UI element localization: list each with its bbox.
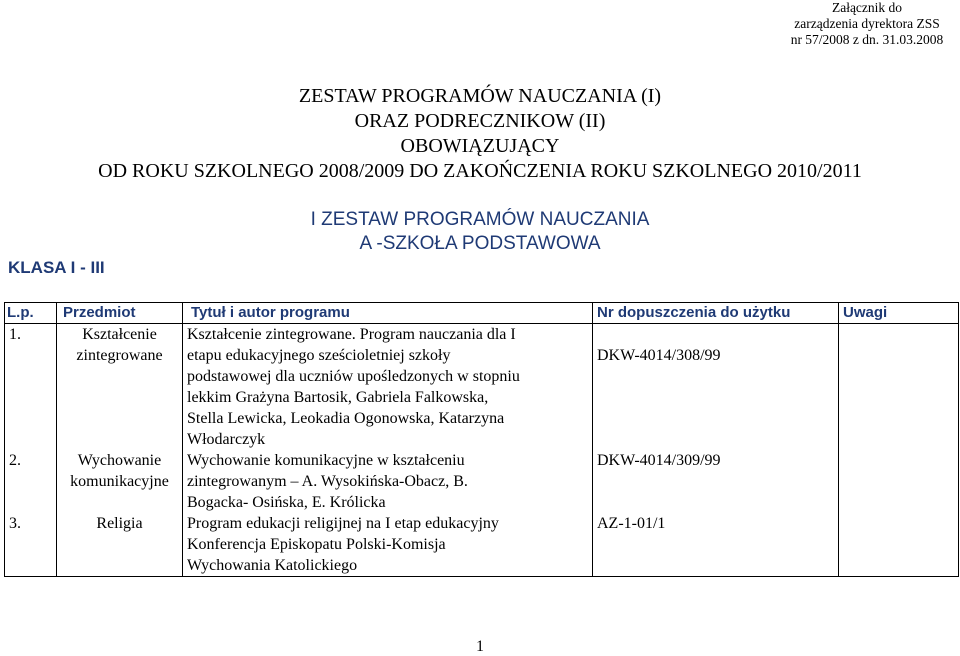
title-line-1: ZESTAW PROGRAMÓW NAUCZANIA (I)	[298, 85, 662, 107]
row-title-author	[183, 450, 593, 513]
row-number: 1.	[5, 324, 57, 451]
row-notes	[839, 450, 959, 513]
header-approval-number: Nr dopuszczenia do użytku	[593, 303, 839, 324]
title-line-2: ORAZ PODRECZNIKOW (II)	[354, 110, 606, 132]
title-line: Wychowania Katolickiego	[187, 557, 358, 574]
title-line-4: OD ROKU SZKOLNEGO 2008/2009 DO ZAKOŃCZENIA ROKU SZKOLNEGO 2010/2011	[98, 160, 862, 182]
class-label: KLASA I - III	[8, 258, 105, 277]
title-line: etapu edukacyjnego sześcioletniej szkoły	[187, 347, 451, 364]
table-row	[5, 450, 959, 513]
subject-line: komunikacyjne	[70, 473, 169, 490]
row-number: 3.	[5, 513, 57, 577]
title-line: Stella Lewicka, Leokadia Ogonowska, Katarzyna	[187, 410, 505, 427]
section-subtitle	[180, 208, 780, 256]
title-line: Kształcenie zintegrowane. Program nauczania dla I	[187, 326, 516, 343]
title-line: Włodarczyk	[187, 431, 266, 448]
row-approval-number	[593, 450, 839, 513]
table-row	[5, 324, 959, 451]
document-title	[0, 84, 960, 184]
header-subject: Przedmiot	[57, 303, 183, 324]
row-subject	[57, 513, 183, 577]
header-number: L.p.	[5, 303, 57, 324]
title-line: Bogacka- Osińska, E. Królicka	[187, 494, 386, 511]
subject-line: zintegrowane	[76, 347, 163, 364]
row-subject	[57, 324, 183, 451]
approval-value: DKW-4014/309/99	[597, 452, 721, 469]
subtitle-line-1: I ZESTAW PROGRAMÓW NAUCZANIA	[310, 209, 650, 230]
row-approval-number	[593, 513, 839, 577]
title-line: lekkim Grażyna Bartosik, Gabriela Falkowska,	[187, 389, 489, 406]
header-notes: Uwagi	[839, 303, 959, 324]
subject-line: Religia	[96, 515, 143, 532]
annex-line-1: Załącznik do	[831, 0, 903, 15]
row-title-author	[183, 324, 593, 451]
row-title-author	[183, 513, 593, 577]
title-line-3: OBOWIĄZUJĄCY	[400, 135, 560, 157]
subject-line: Kształcenie	[82, 326, 157, 343]
page-number: 1	[476, 638, 484, 655]
table-row	[5, 513, 959, 577]
title-line: Wychowanie komunikacyjne w kształceniu	[187, 452, 465, 469]
title-line: zintegrowanym – A. Wysokińska-Obacz, B.	[187, 473, 468, 490]
approval-value: DKW-4014/308/99	[597, 347, 721, 364]
row-notes	[839, 324, 959, 451]
header-title-author: Tytuł i autor programu	[183, 303, 593, 324]
row-notes	[839, 513, 959, 577]
subtitle-line-2: A -SZKOŁA PODSTAWOWA	[359, 233, 601, 254]
row-number: 2.	[5, 450, 57, 513]
programs-table	[4, 302, 959, 577]
approval-value: AZ-1-01/1	[597, 515, 666, 532]
annex-note	[782, 0, 952, 48]
title-line: Program edukacji religijnej na I etap edukacyjny	[187, 515, 499, 532]
row-approval-number	[593, 324, 839, 451]
annex-line-2: zarządzenia dyrektora ZSS	[794, 16, 940, 31]
title-line: Konferencja Episkopatu Polski-Komisja	[187, 536, 446, 553]
row-subject	[57, 450, 183, 513]
annex-line-3: nr 57/2008 z dn. 31.03.2008	[790, 32, 944, 47]
subject-line: Wychowanie	[77, 452, 162, 469]
title-line: podstawowej dla uczniów upośledzonych w stopniu	[187, 368, 520, 385]
table-header-row	[5, 303, 959, 324]
